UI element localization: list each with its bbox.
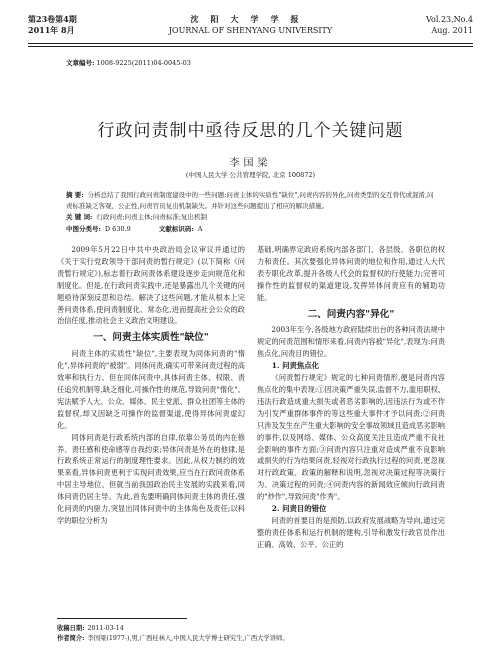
author-affiliation: (中国人民大学 公共管理学院, 北京 100872) [185,171,316,179]
intro-paragraph: 2009年5月22日中共中央政治局会议审议并通过的《关于实行党政领导干部问责的暂行规定》(以下简称《问责暂行规定》),标志着行政问责体系建设逐步走向规范化和制度化。但是,在行政问责实践中,还是暴露出几个关键的问题亟待深刻反思和总结。解决了这些问题,才能从根本上完善问责体系,使问责制度化、常态化,进而提高社会公众的政治信任度,推动社会主义政治文明建设。 [57,245,245,326]
keywords-text: 行政问责;问责主体;问责标准;复出机制 [96,213,208,221]
volume-en: Vol.23,No.4 [426,15,473,24]
article-number-label: 文章编号: [66,59,95,67]
journal-header [28,14,473,44]
section1-paragraph-1: 问责主体的实质性"缺位",主要表现为同体问责的"惰化",异体问责的"被弱"。同体问责,确实可带来问责过程的高效率和执行力。但在同体问责中,具体问责主体、权限、责任追究机制等,缺乏细化,可操作性的规范,导致问责"惰化"。宪法赋予人大、公众、媒体、民主党派、群众社团等主体的监督权,却又因缺乏可操作的监督渠道,使得异体问责虚幻化。 [57,349,245,430]
section-heading-1: 一、问责主体实质性"缺位" [93,332,209,344]
right-column [257,244,445,551]
received-date: 2011-03-14 [87,625,124,632]
header-center [28,14,473,36]
section2-paragraph-2: 《问责暂行规定》规定的七种问责情形,便是问责内容焦点化的集中表现:①因决策严重失误,监督不力,滥用职权、违法行政造成重大损失或者恶劣影响的,因违法行为或不作为引发严重群体事件的等这些重大事件才予以问责;②问责只涉及发生在产生重大影响的安全事故领域且造成恶劣影响的事件,以及网络、媒体、公众高度关注且造成严重不良社会影响的事件方面;③问责内容只注重对造成严重不良影响或损失的行为结果问责,轻视对行政执行过程的问责,更忽视对行政政策、政策的解释和说明,忽视对决策过程等决策行为、决策过程的问责;④问责内容的新闻效应倾向行政问责的"炒作",导致问责"作秀"。 [257,373,445,502]
doc-code-label: 文献标识码: [158,224,194,233]
clc-pair [66,224,131,235]
abstract-block [66,190,435,235]
header-rule-thin [28,46,473,47]
article-number [66,58,191,67]
keywords-label: 关 键 词: [66,213,93,221]
received-label: 收稿日期: [57,625,85,632]
journal-name-en: JOURNAL OF SHENYANG UNIVERSITY [168,26,333,35]
section-heading-2: 二、问责内容"异化" [307,308,395,320]
paper-title: 行政问责制中亟待反思的几个关键问题 [97,121,404,141]
section1-paragraph-2: 同体问责是行政系统内部的自律,依靠公务员的内在修养、责任感和使命感等自我约束;异体问责是外在的他律,是行政系统正常运行的制度理性要求。因此,从权力制约的效果来看,异体问责更利于实现问责效果,应当在行政问责体系中居主导地位。但就当前我国政治民主发展的实践来看,同体问责仍居主导。为此,首先要明确同体问责主体的责任,强化问责的内驱力,突显出同体问责中的主体角色及责任;以科学的职位分析为 [57,432,245,525]
abstract-label: 摘 要: [66,191,84,199]
clc-label: 中图分类号: [66,224,101,233]
subsection-heading-2: 2. 问责目的错位 [271,504,327,514]
header-right [426,14,473,36]
classification-row [66,224,435,235]
clc-value: D 630.9 [104,224,131,233]
issue-cn: 第23卷第4期 [28,14,77,24]
doc-code-value: A [197,224,203,233]
footnote-rule [57,618,187,619]
section2-paragraph-3: 问责的首要目的是预防,以政府发展战略为导向,通过完整的责任体系和运行机制的建构,引导和激发行政官员作出正确、高效、公平、公正的 [257,515,445,549]
abstract-row [66,190,435,211]
author-bio-label: 作者简介: [57,635,85,642]
keywords-row [66,212,435,223]
abstract-text: 分析总结了我国行政问责制度建设中的一些问题:问责主体的实质性"缺位",问责内容的异化,问责类型的交互替代或混淆,问责标准缺乏客观、公正性,问责官员复出机制缺失。并针对这些问题提出了相应的解决措施。 [66,191,434,210]
paper-author: 李国梁 [229,158,272,169]
section2-paragraph-1: 2003年至今,各级地方政府陆续出台的各种问责法规中规定的问责范围和情形来看,问责内容被"异化",表现为:问责焦点化,问责目的错位。 [257,325,445,359]
date-en: Aug. 2011 [431,26,473,35]
received-row [57,624,289,634]
article-number-value: 1008-9225(2011)04-0045-03 [96,59,191,67]
footnote [57,624,289,644]
left-column [57,244,245,527]
journal-name-cn: 沈阳大学学报 [190,14,311,24]
doc-code-pair [159,224,203,235]
subsection-heading-1: 1. 问责焦点化 [271,361,320,371]
header-rule-thick [28,43,473,44]
date-cn: 2011年 8月 [28,25,75,35]
author-bio-row [57,634,289,644]
author-bio: 李国梁(1977-),男,广西桂林人,中国人民大学博士研究生,广西大学讲师。 [87,635,289,642]
section1-paragraph-continued: 基础,明确界定政府系统内部各部门、各层级、各职位的权力和责任。其次要强化异体问责的地位和作用,通过人大代表专职化改革,提升各级人代会的监督权的行使能力;完善可操作性的监督权的渠道建设,发挥异体问责应有的辅助功能。 [257,245,445,302]
